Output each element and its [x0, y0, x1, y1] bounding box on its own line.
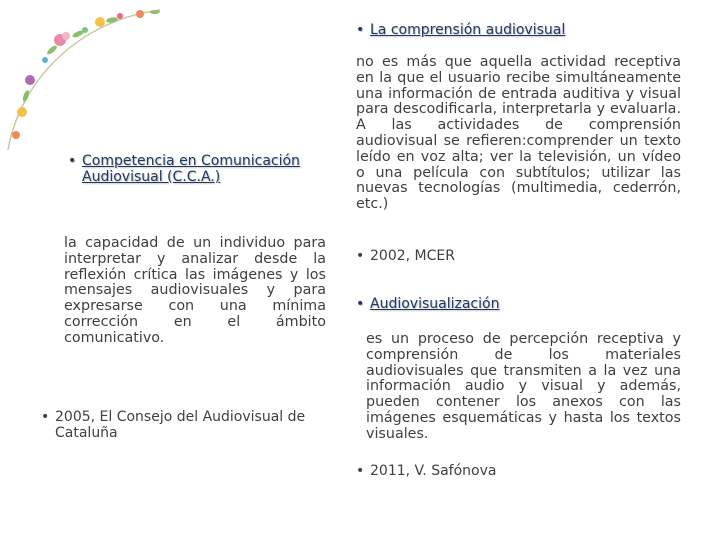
- right-citation2: 2011, V. Safónova: [370, 463, 497, 479]
- left-heading-block: [68, 153, 313, 185]
- right-heading2-block: [356, 296, 686, 312]
- left-body: la capacidad de un individuo para interpretar y analizar desde la reflexión crítica las imágenes y los mensajes audiovisuales y para expresarse con una mínima corrección en el ámbito comunicativo.: [64, 235, 326, 346]
- left-heading: Competencia en Comunicación Audiovisual (C.C.A.): [82, 153, 300, 185]
- bullet-icon: •: [356, 463, 365, 479]
- bullet-icon: •: [356, 296, 365, 312]
- left-citation: 2005, El Consejo del Audiovisual de Cataluña: [55, 409, 306, 441]
- right-heading1-block: [356, 22, 686, 38]
- right-heading2: Audiovisualización: [370, 296, 500, 312]
- bullet-icon: •: [41, 409, 50, 425]
- right-body1: no es más que aquella actividad receptiva en la que el usuario recibe simultáneamente una información de entrada auditiva y visual para descodificarla, interpretarla y evaluarla. A las actividades de comprensión audiovisual se refieren:comprender un texto leído en voz alta; ver la televisión, un vídeo o una película con subtítulos; utilizar las nuevas tecnologías (multimedia, cederrón, etc.): [356, 54, 681, 213]
- left-citation-block: [41, 409, 331, 441]
- bullet-icon: •: [356, 248, 365, 264]
- right-citation1-block: [356, 248, 686, 264]
- bullet-icon: •: [356, 22, 365, 38]
- right-citation1: 2002, MCER: [370, 248, 455, 264]
- bullet-icon: •: [68, 153, 77, 169]
- right-heading1: La comprensión audiovisual: [370, 22, 566, 38]
- right-citation2-block: [356, 463, 686, 479]
- floral-wreath-decoration: [0, 0, 240, 160]
- right-body2: es un proceso de percepción receptiva y comprensión de los materiales audiovisuales que transmiten a la vez una información audio y visual y además, pueden contener los anexos con las imágenes esquemáticas y hasta los textos visuales.: [366, 331, 681, 442]
